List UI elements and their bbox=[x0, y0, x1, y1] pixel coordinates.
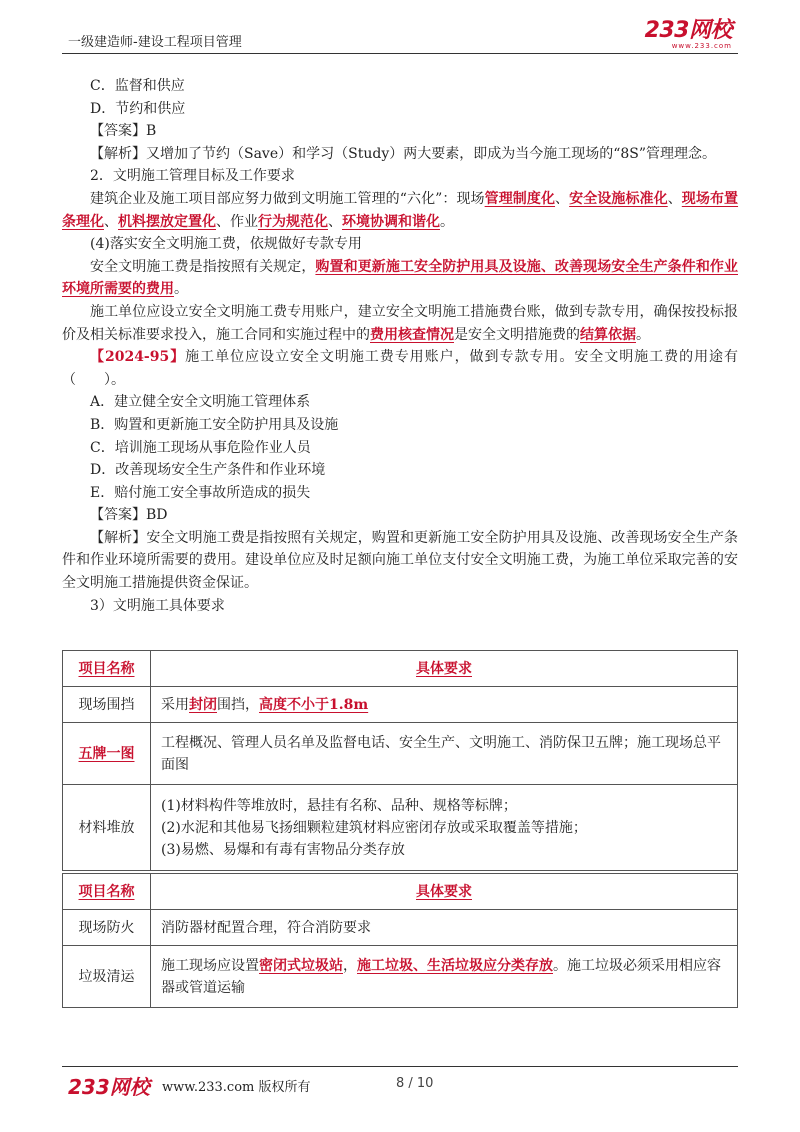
question-paragraph bbox=[62, 346, 738, 391]
answer: 【答案】B bbox=[90, 123, 157, 140]
separator: 、 bbox=[216, 213, 230, 230]
option-b: B．购置和更新施工安全防护用具及设施 bbox=[90, 416, 339, 433]
footer-divider bbox=[62, 1066, 738, 1067]
document-header-title: 一级建造师-建设工程项目管理 bbox=[68, 35, 242, 50]
separator: 。 bbox=[174, 281, 188, 298]
header-cell bbox=[151, 874, 738, 910]
header-text: 具体要求 bbox=[416, 883, 472, 900]
highlight-term: 五牌一图 bbox=[78, 745, 135, 762]
separator: ， bbox=[343, 957, 357, 974]
section-heading: 2．文明施工管理目标及工作要求 bbox=[90, 168, 295, 185]
answer: 【答案】BD bbox=[90, 507, 168, 524]
header-text: 具体要求 bbox=[416, 660, 472, 677]
question-marker: 【2024-95】 bbox=[90, 349, 186, 366]
option-e: E．赔付施工安全事故所造成的损失 bbox=[90, 484, 311, 501]
item-name-cell: 现场防火 bbox=[63, 910, 151, 946]
separator: 、 bbox=[667, 190, 682, 207]
requirement-cell: 工程概况、管理人员名单及监督电话、安全生产、文明施工、消防保卫五牌；施工现场总平面图 bbox=[151, 723, 738, 785]
footer-logo: 233网校 bbox=[68, 1075, 150, 1099]
separator: 、 bbox=[104, 213, 118, 230]
highlight-term: 密闭式垃圾站 bbox=[259, 957, 343, 974]
analysis-label: 【解析】 bbox=[90, 529, 147, 546]
option-c: C．培训施工现场从事危险作业人员 bbox=[90, 439, 311, 456]
analysis-text: 又增加了节约（Save）和学习（Study）两大要素，即成为当今施工现场的“8S”管理理念。 bbox=[146, 145, 717, 162]
requirement-cell bbox=[151, 946, 738, 1008]
highlight-term: 安全设施标准化 bbox=[569, 190, 668, 207]
six-requirements-paragraph bbox=[62, 188, 738, 233]
text-run: 施工现场应设置 bbox=[161, 957, 259, 974]
separator: 。 bbox=[440, 213, 454, 230]
header-cell bbox=[63, 874, 151, 910]
highlight-term: 管理制度化 bbox=[484, 190, 556, 207]
page-number: 8 / 10 bbox=[396, 1076, 434, 1091]
header-divider bbox=[62, 53, 738, 54]
requirement-cell: 消防器材配置合理，符合消防要求 bbox=[151, 910, 738, 946]
text-run: 作业 bbox=[230, 213, 258, 230]
table-row bbox=[63, 946, 738, 1008]
footer-copyright: www.233.com 版权所有 bbox=[162, 1080, 311, 1095]
list-item: (2)水泥和其他易飞扬细颗粒建筑材料应密闭存放或采取覆盖等措施； bbox=[161, 819, 587, 836]
highlight-term: 环境协调和谐化 bbox=[342, 213, 440, 230]
list-item: (3)易燃、易爆和有毒有害物品分类存放 bbox=[161, 841, 405, 858]
option-d: D．节约和供应 bbox=[90, 100, 186, 117]
item-name-cell: 材料堆放 bbox=[63, 785, 151, 871]
text-run: 施工单位应设立安全文明施工费专用账户，建立安全文明施工措施费台账，做到专款专用，确保按投标报价及相关标准要求投入，施工合同和实施过程中的 bbox=[62, 303, 738, 343]
separator: 。 bbox=[636, 326, 650, 343]
option-d: D．改善现场安全生产条件和作业环境 bbox=[90, 462, 326, 479]
highlight-term: 施工垃圾、生活垃圾应分类存放 bbox=[357, 957, 553, 974]
table-header-row bbox=[63, 874, 738, 910]
highlight-term: 机料摆放定置化 bbox=[118, 213, 216, 230]
requirement-cell bbox=[151, 785, 738, 871]
option-c: C．监督和供应 bbox=[90, 78, 185, 94]
analysis-paragraph bbox=[62, 143, 738, 166]
highlight-term: 封闭 bbox=[189, 696, 217, 713]
logo-url: www.233.com bbox=[671, 42, 732, 50]
separator: 、 bbox=[555, 190, 570, 207]
sub-heading: (4)落实安全文明施工费，依规做好专款专用 bbox=[90, 236, 362, 253]
highlight-term: 现场布置条理化 bbox=[62, 190, 739, 230]
section-heading: 3）文明施工具体要求 bbox=[90, 597, 225, 614]
header-cell bbox=[151, 651, 738, 687]
analysis-text: 安全文明施工费是指按照有关规定，购置和更新施工安全防护用具及设施、改善现场安全生产条件和作业环境所需要的费用。建设单位应及时足额向施工单位支付安全文明施工费，为施工单位采取完善的安全文明施工措施提供资金保证。 bbox=[62, 529, 739, 592]
question-text: 施工单位应设立安全文明施工费专用账户，做到专款专用。安全文明施工费的用途有（ ）。 bbox=[62, 349, 739, 388]
option-a: A．建立健全安全文明施工管理体系 bbox=[90, 394, 311, 411]
table-row bbox=[63, 723, 738, 785]
requirement-cell bbox=[151, 687, 738, 723]
highlight-term: 费用核查情况 bbox=[370, 326, 454, 343]
table-row bbox=[63, 785, 738, 871]
text-run: 采用 bbox=[161, 696, 189, 713]
requirements-table-2 bbox=[62, 873, 738, 1008]
separator: 、 bbox=[328, 213, 342, 230]
text-run: 建筑企业及施工项目部应努力做到文明施工管理的“六化”：现场 bbox=[90, 190, 485, 207]
requirements-table-1 bbox=[62, 650, 738, 871]
list-item: (1)材料构件等堆放时，悬挂有名称、品种、规格等标牌； bbox=[161, 797, 517, 814]
text-run: 围挡， bbox=[217, 696, 259, 713]
text-run: 是安全文明措施费的 bbox=[454, 326, 580, 343]
document-body bbox=[62, 75, 738, 617]
text-run: 。施工垃圾必须采用相应容器或管道运输 bbox=[161, 957, 721, 996]
header-text: 项目名称 bbox=[78, 883, 135, 900]
header-cell bbox=[63, 651, 151, 687]
highlight-term: 结算依据 bbox=[580, 326, 636, 343]
header-text: 项目名称 bbox=[78, 660, 135, 677]
highlight-term: 购置和更新施工安全防护用具及设施、改善现场安全生产条件和作业环境所需要的费用 bbox=[62, 258, 738, 298]
fee-definition-paragraph bbox=[62, 256, 738, 301]
logo-text: 233网校 bbox=[644, 18, 732, 43]
table-row bbox=[63, 687, 738, 723]
table-header-row bbox=[63, 651, 738, 687]
item-name-cell: 现场围挡 bbox=[63, 687, 151, 723]
analysis-label: 【解析】 bbox=[90, 145, 146, 162]
account-paragraph bbox=[62, 301, 738, 346]
highlight-term: 高度不小于1.8m bbox=[259, 696, 369, 713]
highlight-term: 行为规范化 bbox=[258, 213, 328, 230]
table-row bbox=[63, 910, 738, 946]
item-name-cell bbox=[63, 723, 151, 785]
item-name-cell: 垃圾清运 bbox=[63, 946, 151, 1008]
analysis-paragraph bbox=[62, 527, 738, 595]
text-run: 安全文明施工费是指按照有关规定， bbox=[90, 258, 316, 275]
brand-logo bbox=[645, 20, 732, 50]
